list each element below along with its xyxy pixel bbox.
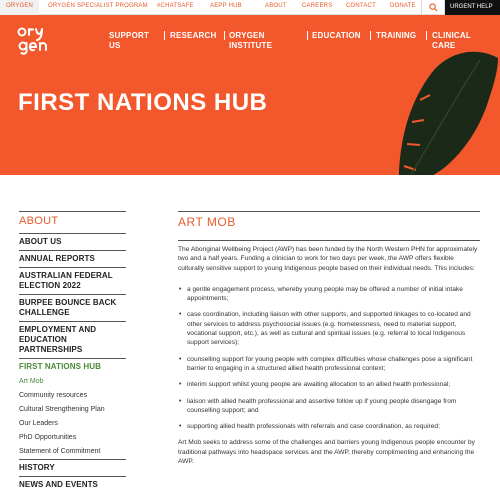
sidebar-item-employment-education[interactable]: EMPLOYMENT AND EDUCATION PARTNERSHIPS	[19, 321, 126, 358]
sidebar-item-annual-reports[interactable]: ANNUAL REPORTS	[19, 250, 126, 267]
nav-separator	[370, 31, 371, 40]
topbar-link-specialist-program[interactable]: ORYGEN SPECIALIST PROGRAM	[48, 3, 148, 9]
sidebar-subitem-community-resources[interactable]: Community resources	[19, 392, 88, 399]
nav-orygen-institute[interactable]: ORYGEN INSTITUTE	[229, 31, 273, 50]
nav-separator	[307, 31, 308, 40]
nav-training[interactable]: TRAINING	[376, 31, 417, 40]
nav-clinical-care[interactable]: CLINICAL CARE	[432, 31, 471, 50]
search-button[interactable]	[421, 0, 445, 15]
page-title: FIRST NATIONS HUB	[18, 89, 268, 116]
topbar-link-about[interactable]: ABOUT	[265, 3, 287, 9]
sidebar-item-about-us[interactable]: ABOUT US	[19, 233, 126, 250]
leaf-illustration	[380, 40, 500, 175]
topbar-link-donate[interactable]: DONATE	[390, 3, 416, 9]
sidebar-item-history[interactable]: HISTORY	[19, 459, 126, 476]
sidebar-subitem-cultural-strengthening[interactable]: Cultural Strengthening Plan	[19, 406, 105, 413]
topbar-link-chatsafe[interactable]: #CHATSAFE	[157, 3, 194, 9]
urgent-help-button[interactable]: URGENT HELP	[445, 0, 500, 15]
search-icon	[429, 3, 438, 12]
main-content	[178, 211, 480, 466]
nav-separator	[224, 31, 225, 40]
nav-separator	[426, 31, 427, 40]
intro-paragraph: The Aboriginal Wellbeing Project (AWP) has been funded by the North Western PHN for approximately two and a half years. Funding a clinician to work for two days per week, the AWP offers flexible culturally sensitive support to young Indigenous people based on their individual needs. This includes:	[178, 246, 478, 272]
top-utility-bar	[0, 0, 500, 15]
list-item: • case coordination, including liaison with other supports, and supported linkages to co-located and other services to address psychosocial issues (e.g. homelessness, need to material support, vocational support, etc.), as well as cultural and spiritual issues (e.g. referral to local Indigenous support services);	[178, 310, 480, 347]
sidebar-subitem-statement-of-commitment[interactable]: Statement of Commitment	[19, 448, 101, 455]
sidebar-subitem-our-leaders[interactable]: Our Leaders	[19, 420, 58, 427]
sidebar-heading: ABOUT	[19, 211, 126, 233]
sidebar-subitem-phd-opportunities[interactable]: PhD Opportunities	[19, 434, 77, 441]
topbar-link-aepp-hub[interactable]: AEPP HUB	[210, 3, 242, 9]
nav-research[interactable]: RESEARCH	[170, 31, 217, 40]
nav-support-us[interactable]: SUPPORT US	[109, 31, 150, 50]
sidebar-item-first-nations-hub[interactable]: FIRST NATIONS HUB	[19, 358, 126, 375]
list-item: • counselling support for young people with complex difficulties whose challenges pose a significant barrier to engaging in a structured allied health professional context;	[178, 355, 480, 374]
sidebar-item-federal-election[interactable]: AUSTRALIAN FEDERAL ELECTION 2022	[19, 267, 126, 294]
sidebar-nav	[19, 211, 126, 493]
list-item: • supporting allied health professionals with referrals and case coordination, as required;	[178, 422, 480, 431]
nav-separator	[164, 31, 165, 40]
outro-paragraph: Art Mob seeks to address some of the challenges and barriers young Indigenous people encounter by traditional pathways into headspace services and the AWP, thereby complimenting and enhancing the AWP.	[178, 439, 475, 466]
topbar-link-contact[interactable]: CONTACT	[346, 3, 376, 9]
hero-banner	[0, 15, 500, 175]
sidebar-item-news-events[interactable]: NEWS AND EVENTS	[19, 476, 126, 493]
sidebar-subitem-art-mob[interactable]: Art Mob	[19, 378, 44, 385]
list-item: • a gentle engagement process, whereby young people may be offered a number of initial intake appointments;	[178, 285, 480, 304]
list-item: • liaison with allied health professional and assertive follow up if young people disengage from counselling support; and	[178, 397, 480, 416]
topbar-link-orygen[interactable]: ORYGEN	[0, 0, 39, 15]
sidebar-item-burpee-bounce-back[interactable]: BURPEE BOUNCE BACK CHALLENGE	[19, 294, 126, 321]
list-item: • interim support whilst young people are awaiting allocation to an allied health professional;	[178, 380, 480, 389]
section-title: ART MOB	[178, 211, 480, 241]
nav-education[interactable]: EDUCATION	[312, 31, 361, 40]
orygen-logo[interactable]	[17, 26, 51, 56]
topbar-link-careers[interactable]: CAREERS	[302, 3, 333, 9]
services-list	[178, 285, 480, 432]
